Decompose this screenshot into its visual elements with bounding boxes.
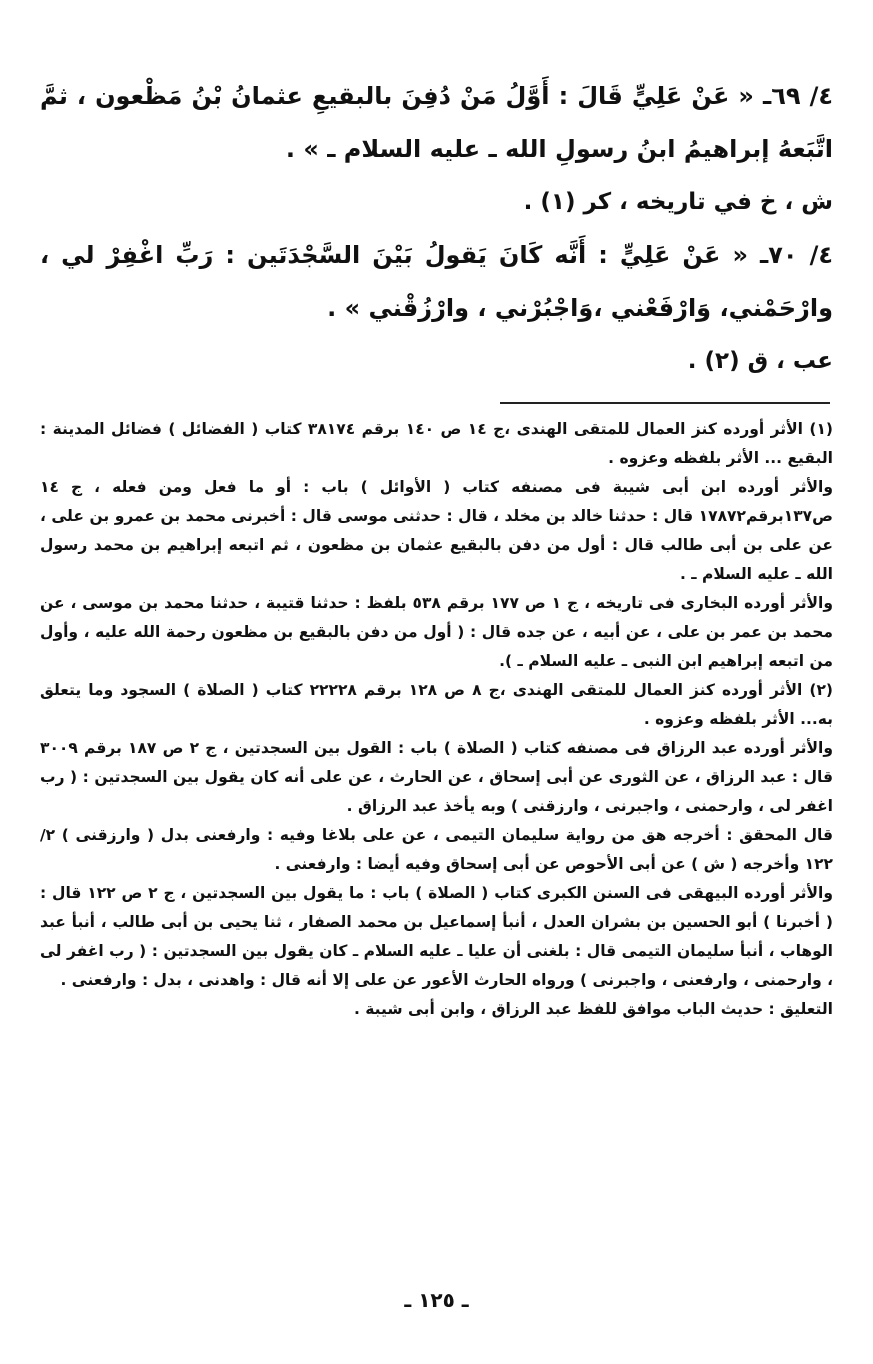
footnote-2-abd-al-razzaq: والأثر أورده عبد الرزاق فى مصنفه كتاب ( الصلاة ) باب : القول بين السجدتين ، ج ٢ ص ١٨٧ برقم ٣٠٠٩ قال : عبد الرزاق ، عن الثورى عن أبى إسحاق ، عن الحارث ، عن على أنه كان يقول بين السجدتين : ( رب اغفر لى ، وارحمنى ، واجبرنى ، وارزقنى ) وبه يأخذ عبد الرزاق . — [40, 739, 833, 815]
footnotes — [40, 415, 833, 1024]
page-number: ـ ١٢٥ ـ — [404, 1288, 469, 1312]
footnote-2: (٢) الأثر أورده كنز العمال للمتقى الهندى ،ج ٨ ص ١٢٨ برقم ٢٢٢٢٨ كتاب ( الصلاة ) السجود وما يتعلق به... الأثر بلفظه وعزوه . — [40, 681, 834, 728]
footnote-1: (١) الأثر أورده كنز العمال للمتقى الهندى ،ج ١٤ ص ١٤٠ برقم ٣٨١٧٤ كتاب ( الفضائل ) فضائل المدينة : البقيع ... الأثر بلفظه وعزوه . — [40, 420, 833, 467]
hadith-70-source: عب ، ق (٢) . — [687, 348, 833, 374]
hadith-69-source: ش ، خ في تاريخه ، كر (١) . — [523, 189, 833, 215]
footnote-commentary: التعليق : حديث الباب موافق للفظ عبد الرزاق ، وابن أبى شيبة . — [354, 1000, 833, 1018]
hadith-69: ٤/ ٦٩ـ « عَنْ عَلِيٍّ قَالَ : أَوَّلُ مَنْ دُفِنَ بالبقيعِ عثمانُ بْنُ مَظْعون ، ثمَّ اتَّبَعهُ إبراهيمُ ابنُ رسولِ الله ـ عليه السلام ـ » . — [40, 82, 833, 163]
footnote-1-bukhari: والأثر أورده البخارى فى تاريخه ، ج ١ ص ١٧٧ برقم ٥٣٨ بلفظ : حدثنا قتيبة ، حدثنا محمد بن موسى ، عن محمد بن عمر بن على ، عن أبيه ، عن جده قال : ( أول من دفن بالبقيع بن مظعون رحمة الله عليه ، وأول من اتبعه إبراهيم ابن النبى ـ عليه السلام ـ ). — [40, 594, 834, 670]
footnote-divider — [500, 402, 830, 404]
footnote-1-ibn-abi-shaybah: والأثر أورده ابن أبى شيبة فى مصنفه كتاب ( الأوائل ) باب : أو ما فعل ومن فعله ، ج ١٤ ص١٣٧برقم١٧٨٧٢ قال : حدثنا خالد بن مخلد ، قال : حدثنى موسى قال : أخبرنى محمد بن عمرو بن على ، عن على بن أبى طالب قال : أول من دفن بالبقيع عثمان بن مظعون ، ثم اتبعه إبراهيم بن محمد رسول الله ـ عليه السلام ـ . — [40, 478, 833, 583]
main-text — [40, 70, 833, 388]
footnote-2-editor: قال المحقق : أخرجه هق من رواية سليمان التيمى ، عن على بلاغا وفيه : وارفعنى بدل ( وارزقنى ) ٢/ ١٢٢ وأخرجه ( ش ) عن أبى الأحوص عن أبى إسحاق وفيه أيضا : وارفعنى . — [40, 826, 833, 873]
footnote-2-bayhaqi: والأثر أورده البيهقى فى السنن الكبرى كتاب ( الصلاة ) باب : ما يقول بين السجدتين ، ج ٢ ص ١٢٢ قال : ( أخبرنا ) أبو الحسين بن بشران العدل ، أنبأ إسماعيل بن محمد الصفار ، ثنا يحيى بن أبى طالب ، أنبأ عبد الوهاب ، أنبأ سليمان التيمى قال : بلغنى أن عليا ـ عليه السلام ـ كان يقول بين السجدتين : ( رب اغفر لى ، وارحمنى ، وارفعنى ، واجبرنى ) ورواه الحارث الأعور عن على إلا أنه قال : واهدنى ، بدل : وارفعنى . — [40, 884, 833, 989]
hadith-70: ٤/ ٧٠ـ « عَنْ عَلِيٍّ : أَنَّه كَانَ يَقولُ بَيْنَ السَّجْدَتَين : رَبِّ اغْفِرْ لي ، وارْحَمْني، وَارْفَعْني ،وَاجْبُرْني ، وارْزُقْني » . — [40, 241, 834, 322]
